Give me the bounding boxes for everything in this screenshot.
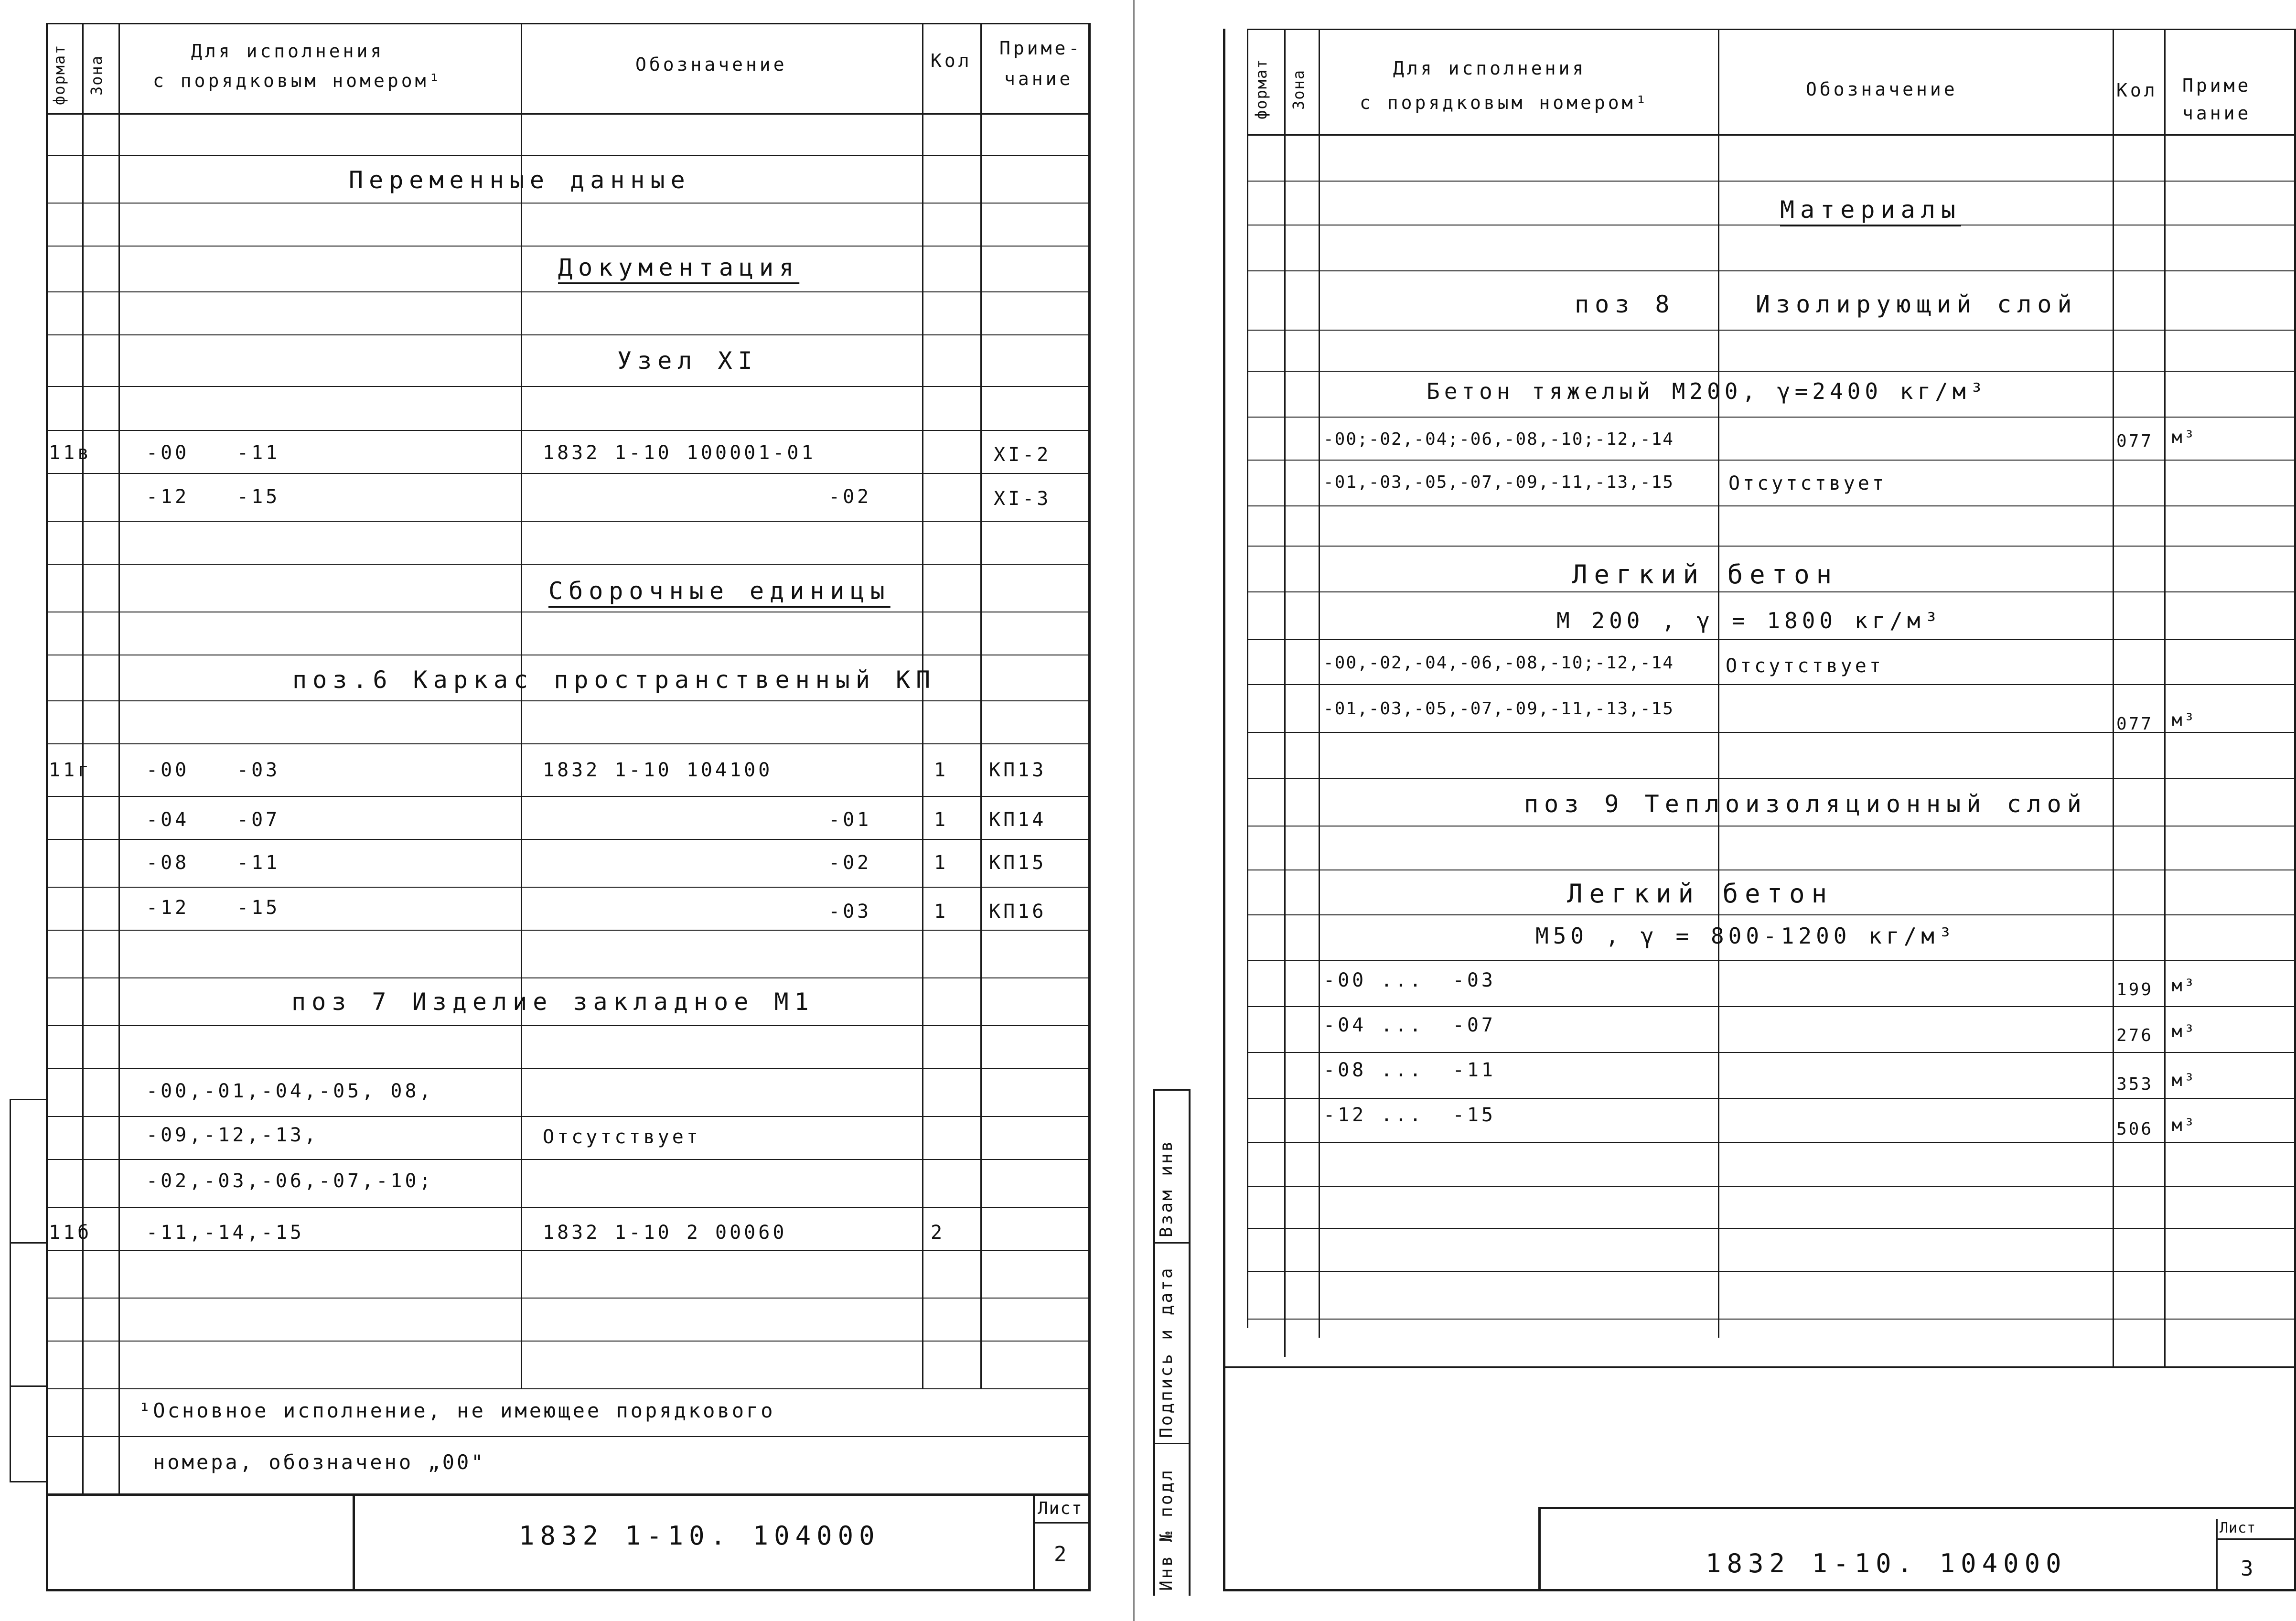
- margin-line: [10, 1481, 46, 1482]
- row-line: [1247, 1006, 2296, 1007]
- row-line: [1247, 639, 2296, 640]
- col-line: [521, 23, 522, 1389]
- m50-row-4-a: -12 ... -15: [1323, 1104, 1496, 1126]
- right-stamp-code: 1832 1-10. 104000: [1706, 1548, 2067, 1578]
- m200-row-1-a: -00,-02,-04,-06,-08,-10;-12,-14: [1323, 653, 1674, 673]
- row-line: [46, 1068, 1091, 1069]
- section-materials: Материалы: [1780, 196, 1961, 224]
- section-documentation: Документация: [558, 254, 800, 281]
- side-col-mid: [1189, 1089, 1191, 1596]
- left-stamp-sheet-number: 2: [1054, 1542, 1070, 1567]
- row-line: [46, 291, 1091, 292]
- row-line: [1247, 546, 2296, 547]
- row-line: [1247, 330, 2296, 331]
- right-sheet: [1147, 0, 2296, 1621]
- col-kol-label: Кол: [2116, 80, 2158, 101]
- right-frame-left: [1223, 29, 1225, 1366]
- kp-row-1-a: -00: [146, 759, 190, 781]
- m50-row-3-kol: 353: [2116, 1074, 2154, 1094]
- kp-row-1-kol: 1: [934, 759, 949, 781]
- row-line: [46, 887, 1091, 888]
- m1-row-4-oboz: 1832 1-10 2 00060: [543, 1222, 787, 1244]
- doc-row-2-a: -12: [146, 486, 190, 508]
- header-line: [46, 113, 1091, 115]
- m200-row-1-oboz: Отсутствует: [1726, 655, 1884, 677]
- row-line: [46, 1159, 1091, 1160]
- row-line: [46, 1207, 1091, 1208]
- kp-row-3-prim: КП15: [989, 852, 1047, 874]
- row-line: [1247, 371, 2296, 372]
- stamp-line: [2216, 1538, 2296, 1540]
- row-line: [46, 521, 1091, 522]
- doc-row-1-prim: XI-2: [994, 444, 1051, 466]
- row-line: [1247, 914, 2296, 915]
- heavy-row-1-a: -00;-02,-04;-06,-08,-10;-12,-14: [1323, 429, 1674, 449]
- section-m200: М 200 , γ = 1800 кг/м³: [1556, 608, 1942, 633]
- m50-row-4-prim: м³: [2172, 1116, 2197, 1135]
- row-line: [46, 1298, 1091, 1299]
- row-line: [46, 930, 1091, 931]
- right-frame-top: [1247, 29, 2296, 30]
- stamp-line: [1538, 1507, 1541, 1591]
- col-zone-label: Зона: [1289, 69, 1308, 110]
- row-line: [46, 334, 1091, 335]
- doc-row-1-fmt: 11в: [49, 442, 92, 464]
- section-pos9: поз 9 Теплоизоляционный слой: [1524, 790, 2087, 818]
- col-line: [2164, 29, 2166, 1366]
- row-line: [46, 203, 1091, 204]
- kp-row-1-prim: КП13: [989, 759, 1047, 781]
- m50-row-2-a: -04 ... -07: [1323, 1014, 1496, 1036]
- col-kol-label: Кол: [931, 50, 972, 71]
- kp-row-4-prim: КП16: [989, 901, 1047, 923]
- kp-row-2-kol: 1: [934, 809, 949, 831]
- section-pos8: поз 8 Изолирующий слой: [1575, 290, 2078, 318]
- doc-row-2-oboz: -02: [828, 486, 872, 508]
- side-row: [1153, 1089, 1191, 1091]
- row-line: [1247, 826, 2296, 827]
- kp-row-2-oboz: -01: [828, 809, 872, 831]
- kp-row-1-b: -03: [237, 759, 280, 781]
- stamp-line: [353, 1493, 355, 1591]
- row-line: [1247, 181, 2296, 182]
- section-m50: М50 , γ = 800-1200 кг/м³: [1535, 923, 1956, 949]
- heavy-row-2-oboz: Отсутствует: [1728, 472, 1887, 494]
- m200-row-2-kol: 077: [2116, 714, 2154, 734]
- section-node: Узел XI: [617, 347, 758, 375]
- col-ispoln-label-1: Для исполнения: [191, 41, 385, 62]
- row-line: [1247, 1319, 2296, 1320]
- stamp-top-line: [46, 1493, 1091, 1496]
- kp-row-1-oboz: 1832 1-10 104100: [543, 759, 773, 781]
- kp-row-3-kol: 1: [934, 852, 949, 874]
- header-line: [1247, 134, 2296, 136]
- page-divider: [1133, 0, 1135, 1621]
- stamp-top-line: [1538, 1507, 2296, 1509]
- stamp-line: [1033, 1522, 1090, 1524]
- side-label-inv-podl: Инв № подл: [1157, 1468, 1176, 1591]
- heavy-row-1-prim: м³: [2172, 428, 2197, 447]
- m1-row-4-kol: 2: [931, 1222, 945, 1244]
- m50-row-2-prim: м³: [2172, 1022, 2197, 1041]
- kp-row-2-b: -07: [237, 809, 280, 831]
- doc-row-1-oboz: 1832 1-10 100001-01: [543, 442, 816, 464]
- row-line: [1247, 1098, 2296, 1099]
- kp-row-3-b: -11: [237, 852, 280, 874]
- row-line: [46, 1250, 1091, 1251]
- row-line: [46, 430, 1091, 431]
- col-prim-label-2: чание: [1004, 68, 1073, 89]
- col-oboz-label: Обозначение: [635, 54, 787, 75]
- stamp-line: [2216, 1519, 2218, 1591]
- m1-row-4-a: -11,-14,-15: [146, 1222, 304, 1244]
- footnote-line-2: номера, обозначено „00": [153, 1450, 486, 1474]
- kp-row-4-b: -15: [237, 897, 280, 919]
- stamp-line: [1033, 1493, 1035, 1591]
- row-line: [46, 564, 1091, 565]
- m50-row-1-a: -00 ... -03: [1323, 969, 1496, 991]
- row-line: [46, 700, 1091, 701]
- row-line: [46, 1116, 1091, 1117]
- row-line: [1247, 591, 2296, 592]
- margin-line: [10, 1242, 46, 1244]
- right-frame-left-lower: [1223, 1366, 1225, 1591]
- col-line: [922, 23, 923, 1389]
- left-frame-top: [46, 23, 1091, 24]
- m1-row-3-a: -02,-03,-06,-07,-10;: [146, 1170, 434, 1192]
- col-line: [82, 23, 84, 1494]
- left-stamp-code: 1832 1-10. 104000: [519, 1521, 880, 1551]
- side-label-podp-data: Подпись и дата: [1157, 1266, 1176, 1438]
- row-line: [46, 1341, 1091, 1342]
- col-ispoln-label-2: с порядковым номером¹: [1360, 92, 1650, 113]
- kp-row-2-prim: КП14: [989, 809, 1047, 831]
- section-concrete-heavy: Бетон тяжелый М200, γ=2400 кг/м³: [1427, 378, 1988, 404]
- kp-row-3-oboz: -02: [828, 852, 872, 874]
- m1-row-4-fmt: 11б: [49, 1222, 92, 1244]
- col-line: [118, 23, 120, 1494]
- section-pos6: поз.6 Каркас пространственный КП: [292, 666, 936, 694]
- left-sheet: [0, 0, 1147, 1621]
- section-variable-data: Переменные данные: [349, 166, 691, 194]
- m50-row-1-prim: м³: [2172, 976, 2197, 996]
- left-frame-right: [1088, 23, 1091, 1591]
- row-line: [46, 743, 1091, 744]
- col-line: [980, 23, 982, 1389]
- col-prim-label-1: Приме-: [999, 38, 1083, 59]
- heavy-row-1-kol: 077: [2116, 431, 2154, 451]
- right-stamp-sheet-label: Лист: [2220, 1520, 2256, 1536]
- row-line: [1247, 417, 2296, 418]
- right-frame-bottom: [1223, 1589, 2296, 1591]
- row-line: [1247, 684, 2296, 685]
- col-prim-label-2: чание: [2182, 103, 2252, 124]
- m1-row-2-a: -09,-12,-13,: [146, 1124, 319, 1146]
- col-format-label: формат: [50, 44, 68, 105]
- row-line: [46, 1025, 1091, 1026]
- section-pos7: поз 7 Изделие закладное М1: [291, 988, 815, 1016]
- right-stamp-sheet-number: 3: [2241, 1557, 2256, 1581]
- row-line: [1247, 1052, 2296, 1053]
- right-frame-right: [2294, 29, 2296, 1591]
- kp-row-3-a: -08: [146, 852, 190, 874]
- m50-row-1-kol: 199: [2116, 980, 2154, 999]
- m200-row-2-prim: м³: [2172, 710, 2197, 730]
- row-line: [1247, 460, 2296, 461]
- side-row: [1153, 1242, 1191, 1244]
- left-frame-left: [46, 23, 48, 1591]
- row-line: [46, 1436, 1091, 1437]
- col-line: [2113, 29, 2114, 1366]
- col-prim-label-1: Приме: [2182, 75, 2252, 96]
- kp-row-2-a: -04: [146, 809, 190, 831]
- col-ispoln-label-2: с порядковым номером¹: [153, 70, 443, 91]
- row-line: [46, 796, 1091, 797]
- doc-row-2-prim: XI-3: [994, 488, 1051, 510]
- col-line: [1284, 29, 1286, 1357]
- left-stamp-sheet-label: Лист: [1038, 1499, 1083, 1518]
- row-line: [46, 839, 1091, 840]
- doc-row-1-a: -00: [146, 442, 190, 464]
- col-ispoln-label-1: Для исполнения: [1393, 58, 1587, 79]
- doc-row-1-b: -11: [237, 442, 280, 464]
- col-line: [1247, 29, 1248, 1328]
- row-line: [1247, 1228, 2296, 1229]
- row-line: [46, 977, 1091, 978]
- section-light-concrete-2: Легкий бетон: [1567, 879, 1834, 909]
- kp-row-4-kol: 1: [934, 901, 949, 923]
- section-light-concrete-1: Легкий бетон: [1572, 559, 1839, 590]
- row-line: [1223, 1366, 2296, 1368]
- row-line: [1247, 1186, 2296, 1187]
- row-line: [46, 155, 1091, 156]
- row-line: [1247, 778, 2296, 779]
- side-row: [1153, 1443, 1191, 1444]
- doc-row-2-b: -15: [237, 486, 280, 508]
- row-line: [1247, 1142, 2296, 1143]
- m1-row-1-a: -00,-01,-04,-05, 08,: [146, 1080, 434, 1102]
- row-line: [46, 1388, 1091, 1389]
- kp-row-1-fmt: 11г: [49, 759, 92, 781]
- heavy-row-2-a: -01,-03,-05,-07,-09,-11,-13,-15: [1323, 472, 1674, 492]
- m50-row-4-kol: 506: [2116, 1119, 2154, 1139]
- m50-row-3-prim: м³: [2172, 1071, 2197, 1090]
- margin-line: [10, 1099, 11, 1481]
- margin-line: [10, 1385, 46, 1387]
- m200-row-2-a: -01,-03,-05,-07,-09,-11,-13,-15: [1323, 699, 1674, 719]
- row-line: [46, 473, 1091, 474]
- m50-row-3-a: -08 ... -11: [1323, 1059, 1496, 1081]
- section-assembly: Сборочные единицы: [548, 577, 891, 605]
- margin-line: [10, 1099, 46, 1100]
- m1-row-2-oboz: Отсутствует: [543, 1126, 701, 1148]
- footnote-line-1: ¹Основное исполнение, не имеющее порядкового: [139, 1399, 775, 1422]
- kp-row-4-oboz: -03: [828, 901, 872, 923]
- row-line: [1247, 1271, 2296, 1272]
- row-line: [46, 386, 1091, 387]
- row-line: [1247, 270, 2296, 271]
- row-line: [1247, 505, 2296, 506]
- row-line: [1247, 960, 2296, 961]
- col-zone-label: Зона: [87, 54, 106, 96]
- col-oboz-label: Обозначение: [1806, 79, 1958, 100]
- kp-row-4-a: -12: [146, 897, 190, 919]
- row-line: [46, 246, 1091, 247]
- m50-row-2-kol: 276: [2116, 1026, 2154, 1045]
- col-format-label: формат: [1252, 58, 1270, 119]
- side-col-left: [1153, 1089, 1155, 1596]
- left-frame-bottom: [46, 1589, 1091, 1591]
- side-label-vzam-inv: Взам инв: [1157, 1139, 1176, 1237]
